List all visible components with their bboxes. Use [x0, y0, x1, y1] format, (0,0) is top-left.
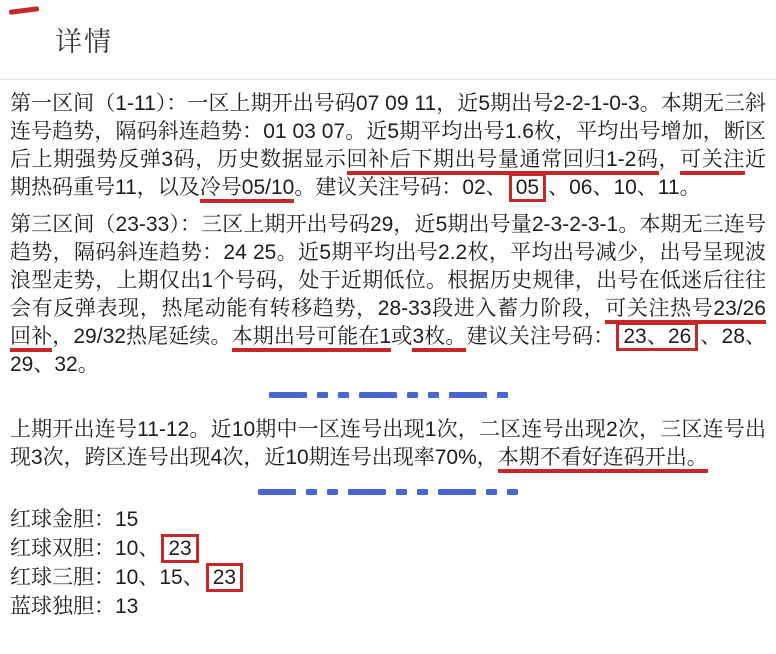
page-title: 详情	[55, 27, 113, 57]
dash	[338, 392, 349, 398]
dash	[327, 489, 338, 495]
pick-label: 蓝球独胆：	[10, 595, 115, 618]
zone1-text: 、06、10、11。	[548, 176, 701, 199]
dash	[449, 392, 487, 398]
dash	[396, 489, 407, 495]
zone1-boxed-number-05: 05	[509, 173, 546, 202]
zone3-underline-hot-number: 可关注热号23/26回补	[10, 297, 766, 352]
zone1-underline-cold-number: 冷号05/10	[200, 176, 295, 203]
pick-value: 10、15、	[115, 566, 204, 589]
zone3-text: 建议关注号码：	[466, 325, 615, 348]
serial-text: 上期开出连号11-12。近10期中一区连号出现1次，二区连号出现2次，三区连号出现3次，跨区连号出现4次，近10期连号出现率70%，	[10, 418, 766, 469]
zone1-text: ，	[658, 148, 681, 171]
zone3-text: 、28、29、32。	[10, 325, 767, 376]
pick-row-red-triple	[10, 563, 766, 592]
dash	[306, 489, 317, 495]
pick-label: 红球金胆：	[10, 508, 115, 531]
zone1-text: 近期热码重号11，以及	[10, 148, 767, 199]
zone1-text: 第一区间（1-11）：一区上期开出号码07 09 11，近5期出号2-2-1-0-3。本期无三斜连号趋势，隔码斜连趋势：01 03 07。近5期平均出号1.6枚，平均出号增加，断区后上期强势反弹3码，历史数据显示	[10, 92, 766, 171]
header-bar	[0, 0, 776, 80]
pick-label: 红球双胆：	[10, 537, 115, 560]
dash	[258, 489, 296, 495]
zone1-text: 。建议关注号码：02、	[294, 176, 507, 199]
dash	[417, 489, 428, 495]
zone3-underline-pieces: 3枚。	[412, 325, 466, 352]
dash	[269, 392, 307, 398]
zone1-underline-rebound: 回补后下期出号量通常回归1-2码	[347, 148, 659, 175]
zone3-analysis-paragraph	[10, 211, 766, 379]
content-area	[0, 80, 776, 621]
pick-row-red-double	[10, 534, 766, 563]
dash	[507, 489, 518, 495]
dash	[428, 392, 439, 398]
pick-value: 13	[115, 595, 139, 618]
serial-number-paragraph	[10, 416, 766, 472]
zone3-text: 第三区间（23-33）：三区上期开出号码29，近5期出号量2-3-2-3-1。本期无三连号趋势，隔码斜连趋势：24 25。近5期平均出号2.2枚，平均出号减少，出号呈现波浪型走势，上期仅出1个号码，处于近期低位。根据历史规律，出号在低迷后往往会有反弹表现，热尾动能有转移趋势，28-33段进入蓄力阶段，	[10, 213, 766, 320]
zone3-underline-count: 本期出号可能在1	[232, 325, 392, 352]
zone3-text: ，29/32热尾延续。	[52, 325, 232, 348]
zone3-boxed-numbers-23-26: 23、26	[616, 322, 698, 351]
zone1-analysis-paragraph	[10, 90, 766, 202]
boxed-number-23: 23	[206, 563, 243, 592]
dash	[407, 392, 418, 398]
dash	[317, 392, 328, 398]
pick-label: 红球三胆：	[10, 566, 115, 589]
dashed-divider	[10, 488, 766, 495]
dash	[438, 489, 476, 495]
zone1-underline-attention: 可关注	[680, 148, 745, 175]
serial-underline-conclusion: 本期不看好连码开出。	[498, 446, 708, 473]
boxed-number-23: 23	[161, 534, 198, 563]
dash	[486, 489, 497, 495]
pick-value: 15	[115, 508, 139, 531]
dash	[359, 392, 397, 398]
pick-row-blue-single	[10, 592, 766, 621]
dash	[348, 489, 386, 495]
pick-value: 10、	[115, 537, 160, 560]
pick-row-red-gold	[10, 505, 766, 534]
dashed-divider	[10, 391, 766, 398]
zone3-text: 或	[391, 325, 413, 348]
picks-list	[10, 505, 766, 621]
dash	[497, 392, 508, 398]
